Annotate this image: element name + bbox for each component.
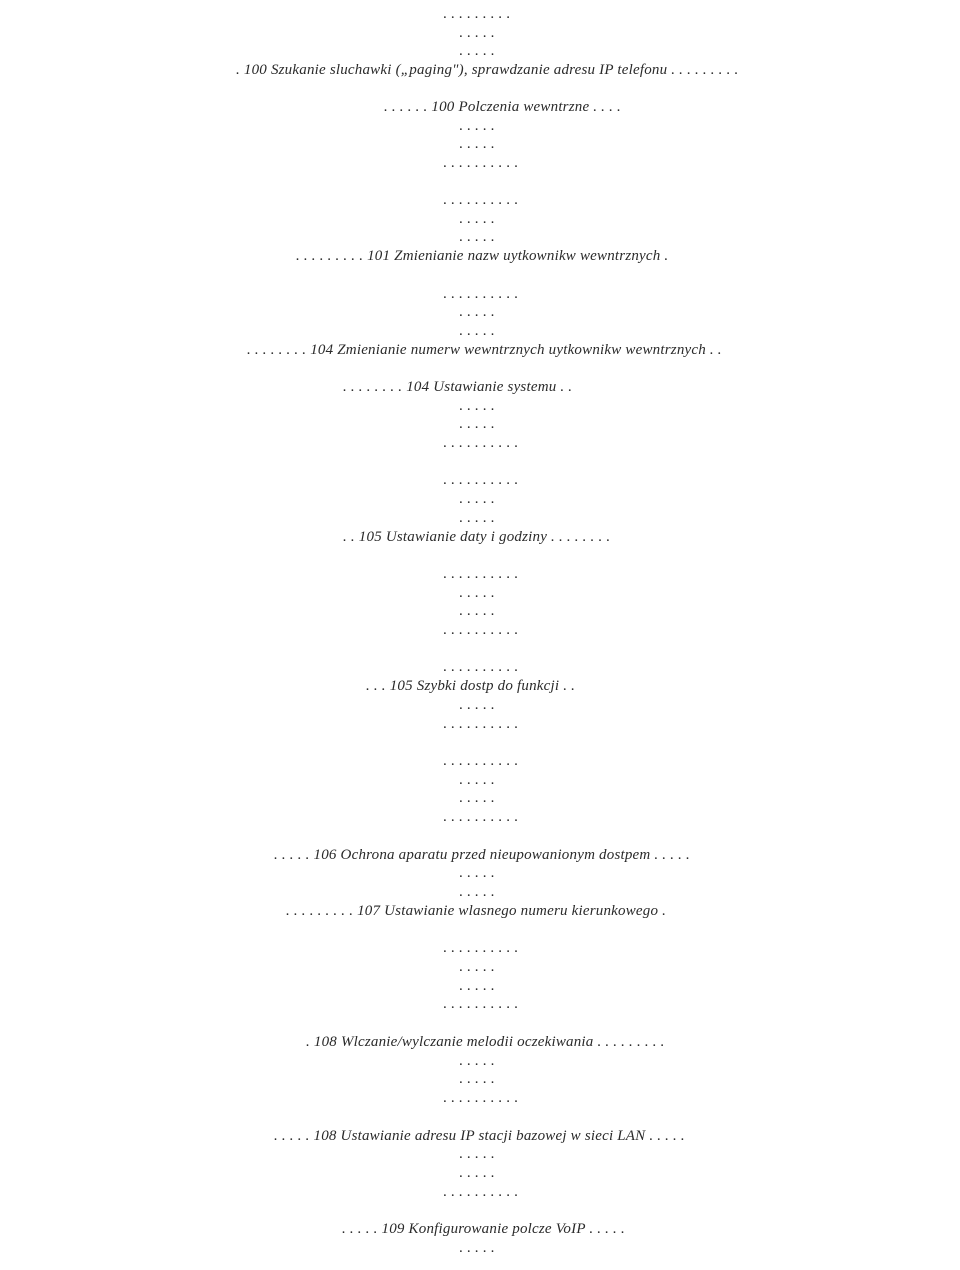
dot-leader-line: . . . . . . . . . . <box>443 1184 519 1200</box>
dot-leader-line: . . . . . . . . . . <box>443 809 519 825</box>
dot-leader-line: . . . . . <box>459 603 495 619</box>
dot-leader-line: . . . . . <box>459 136 495 152</box>
dot-leader-line: . . . . . <box>459 959 495 975</box>
dot-leader-line: . . . . . <box>459 118 495 134</box>
dot-leader-line: . . . . . <box>459 510 495 526</box>
dot-leader-line: . . . . . <box>459 1071 495 1087</box>
dot-leader-line: . . . . . <box>459 229 495 245</box>
dot-leader-line: . . . . . <box>459 211 495 227</box>
toc-entry-voip-config: . . . . . 109 Konfigurowanie polcze VoIP . . . . . <box>342 1221 625 1237</box>
dot-leader-line: . . . . . <box>459 978 495 994</box>
dot-leader-line: . . . . . . . . . . <box>443 192 519 208</box>
dot-leader-line: . . . . . <box>459 1165 495 1181</box>
toc-entry-change-numbers: . . . . . . . . 104 Zmienianie numerw wewntrznych uytkownikw wewntrznych . . <box>247 342 722 358</box>
toc-entry-hold-music: . 108 Wlczanie/wylczanie melodii oczekiwania . . . . . . . . . <box>306 1034 665 1050</box>
dot-leader-line: . . . . . . . . . . <box>443 996 519 1012</box>
dot-leader-line: . . . . . . . . . . <box>443 155 519 171</box>
dot-leader-line: . . . . . . . . . <box>443 6 511 22</box>
dot-leader-line: . . . . . <box>459 585 495 601</box>
toc-entry-paging: . 100 Szukanie sluchawki („paging"), sprawdzanie adresu IP telefonu . . . . . . . . . <box>236 62 739 78</box>
dot-leader-line: . . . . . . . . . . <box>443 659 519 675</box>
dot-leader-line: . . . . . <box>459 304 495 320</box>
dot-leader-line: . . . . . . . . . . <box>443 716 519 732</box>
toc-entry-quick-access: . . . 105 Szybki dostp do funkcji . . <box>366 678 576 694</box>
dot-leader-line: . . . . . <box>459 1240 495 1256</box>
toc-entry-system-settings: . . . . . . . . 104 Ustawianie systemu . . <box>343 379 573 395</box>
toc-entry-date-time: . . 105 Ustawianie daty i godziny . . . . . . . . <box>343 529 611 545</box>
dot-leader-line: . . . . . <box>459 884 495 900</box>
dot-leader-line: . . . . . <box>459 25 495 41</box>
toc-entry-base-station-ip: . . . . . 108 Ustawianie adresu IP stacji bazowej w sieci LAN . . . . . <box>274 1128 685 1144</box>
dot-leader-line: . . . . . . . . . . <box>443 566 519 582</box>
dot-leader-line: . . . . . <box>459 790 495 806</box>
toc-entry-rename-users: . . . . . . . . . 101 Zmienianie nazw uytkownikw wewntrznych . <box>296 248 669 264</box>
dot-leader-line: . . . . . <box>459 323 495 339</box>
dot-leader-line: . . . . . <box>459 865 495 881</box>
dot-leader-line: . . . . . . . . . . <box>443 940 519 956</box>
dot-leader-line: . . . . . . . . . . <box>443 472 519 488</box>
dot-leader-line: . . . . . <box>459 43 495 59</box>
dot-leader-line: . . . . . <box>459 416 495 432</box>
dot-leader-line: . . . . . <box>459 697 495 713</box>
toc-entry-unauthorized-protection: . . . . . 106 Ochrona aparatu przed nieupowanionym dostpem . . . . . <box>274 847 690 863</box>
toc-entry-own-area-code: . . . . . . . . . 107 Ustawianie wlasnego numeru kierunkowego . <box>286 903 667 919</box>
dot-leader-line: . . . . . <box>459 1146 495 1162</box>
dot-leader-line: . . . . . <box>459 398 495 414</box>
dot-leader-line: . . . . . . . . . . <box>443 286 519 302</box>
dot-leader-line: . . . . . . . . . . <box>443 753 519 769</box>
dot-leader-line: . . . . . . . . . . <box>443 1090 519 1106</box>
dot-leader-line: . . . . . <box>459 491 495 507</box>
dot-leader-line: . . . . . . . . . . <box>443 622 519 638</box>
toc-entry-internal-calls: . . . . . . 100 Polczenia wewntrzne . . . . <box>384 99 621 115</box>
dot-leader-line: . . . . . . . . . . <box>443 435 519 451</box>
dot-leader-line: . . . . . <box>459 1053 495 1069</box>
dot-leader-line: . . . . . <box>459 772 495 788</box>
